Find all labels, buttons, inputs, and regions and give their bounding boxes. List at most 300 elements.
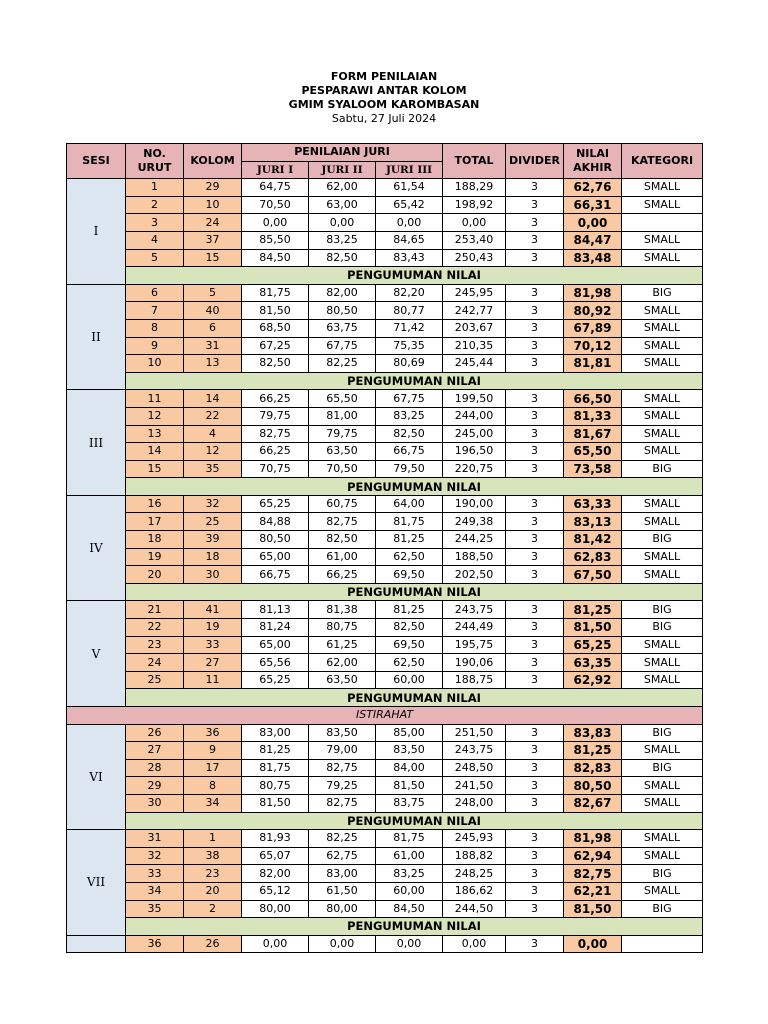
total-cell: 202,50 (443, 566, 506, 584)
juri-3-cell: 81,50 (376, 777, 443, 795)
kolom-cell: 27 (184, 654, 242, 672)
juri-1-cell: 81,25 (242, 742, 309, 760)
juri-1-cell: 81,75 (242, 284, 309, 302)
juri-3-cell: 60,00 (376, 882, 443, 900)
total-cell: 253,40 (443, 231, 506, 249)
no-urut-cell: 9 (126, 337, 184, 355)
total-cell: 244,50 (443, 900, 506, 918)
kolom-cell: 32 (184, 495, 242, 513)
event-date: Sabtu, 27 Juli 2024 (331, 112, 437, 125)
table-row (67, 742, 703, 760)
juri-2-cell: 82,75 (309, 513, 376, 531)
announcement-label: PENGUMUMAN NILAI (126, 478, 703, 496)
col-juri-2: JURI II (309, 161, 376, 179)
juri-3-cell: 64,00 (376, 495, 443, 513)
kategori-cell: SMALL (622, 443, 703, 461)
divider-cell: 3 (506, 742, 564, 760)
total-cell: 245,00 (443, 425, 506, 443)
table-row (67, 337, 703, 355)
no-urut-cell: 16 (126, 495, 184, 513)
divider-cell: 3 (506, 513, 564, 531)
divider-cell: 3 (506, 179, 564, 197)
juri-3-cell: 67,75 (376, 390, 443, 408)
kategori-cell: SMALL (622, 566, 703, 584)
total-cell: 248,50 (443, 759, 506, 777)
total-cell: 196,50 (443, 443, 506, 461)
kolom-cell: 26 (184, 935, 242, 953)
total-cell: 203,67 (443, 319, 506, 337)
juri-3-cell: 0,00 (376, 935, 443, 953)
table-row (67, 179, 703, 197)
juri-2-cell: 60,75 (309, 495, 376, 513)
kolom-cell: 13 (184, 355, 242, 373)
announcement-row (67, 812, 703, 830)
kolom-cell: 22 (184, 407, 242, 425)
table-row (67, 566, 703, 584)
table-row (67, 443, 703, 461)
nilai-akhir-cell: 83,13 (564, 513, 622, 531)
no-urut-cell: 3 (126, 214, 184, 232)
table-row (67, 231, 703, 249)
juri-2-cell: 81,38 (309, 601, 376, 619)
nilai-akhir-cell: 81,98 (564, 830, 622, 848)
nilai-akhir-cell: 0,00 (564, 935, 622, 953)
kategori-cell: SMALL (622, 794, 703, 812)
kolom-cell: 9 (184, 742, 242, 760)
no-urut-cell: 31 (126, 830, 184, 848)
kolom-cell: 14 (184, 390, 242, 408)
nilai-akhir-cell: 83,48 (564, 249, 622, 267)
kolom-cell: 24 (184, 214, 242, 232)
kategori-cell: BIG (622, 759, 703, 777)
col-nilai-akhir: NILAI AKHIR (564, 144, 622, 179)
total-cell: 210,35 (443, 337, 506, 355)
divider-cell: 3 (506, 724, 564, 742)
divider-cell: 3 (506, 777, 564, 795)
no-urut-cell: 5 (126, 249, 184, 267)
announcement-label: PENGUMUMAN NILAI (126, 689, 703, 707)
juri-1-cell: 65,56 (242, 654, 309, 672)
kategori-cell: BIG (622, 619, 703, 637)
nilai-akhir-cell: 82,67 (564, 794, 622, 812)
nilai-akhir-cell: 63,35 (564, 654, 622, 672)
juri-2-cell: 63,75 (309, 319, 376, 337)
juri-2-cell: 79,75 (309, 425, 376, 443)
nilai-akhir-cell: 62,21 (564, 882, 622, 900)
kolom-cell: 23 (184, 865, 242, 883)
juri-2-cell: 82,75 (309, 794, 376, 812)
kolom-cell: 17 (184, 759, 242, 777)
no-urut-cell: 20 (126, 566, 184, 584)
no-urut-cell: 18 (126, 531, 184, 549)
form-header (0, 70, 768, 126)
nilai-akhir-cell: 66,31 (564, 196, 622, 214)
total-cell: 199,50 (443, 390, 506, 408)
divider-cell: 3 (506, 196, 564, 214)
juri-3-cell: 83,50 (376, 742, 443, 760)
total-cell: 248,25 (443, 865, 506, 883)
break-row (67, 707, 703, 725)
kategori-cell: SMALL (622, 302, 703, 320)
divider-cell: 3 (506, 548, 564, 566)
juri-1-cell: 83,00 (242, 724, 309, 742)
juri-3-cell: 82,50 (376, 425, 443, 443)
no-urut-cell: 34 (126, 882, 184, 900)
nilai-akhir-cell: 65,25 (564, 636, 622, 654)
table-row (67, 654, 703, 672)
announcement-label: PENGUMUMAN NILAI (126, 372, 703, 390)
juri-2-cell: 62,00 (309, 179, 376, 197)
kolom-cell: 34 (184, 794, 242, 812)
sesi-cell: I (67, 179, 126, 285)
announcement-row (67, 372, 703, 390)
table-row (67, 531, 703, 549)
juri-3-cell: 81,25 (376, 601, 443, 619)
juri-3-cell: 66,75 (376, 443, 443, 461)
juri-3-cell: 81,75 (376, 513, 443, 531)
nilai-akhir-cell: 81,42 (564, 531, 622, 549)
nilai-akhir-cell: 84,47 (564, 231, 622, 249)
kolom-cell: 1 (184, 830, 242, 848)
nilai-akhir-cell: 67,89 (564, 319, 622, 337)
juri-2-cell: 63,50 (309, 671, 376, 689)
nilai-akhir-cell: 65,50 (564, 443, 622, 461)
juri-2-cell: 80,50 (309, 302, 376, 320)
juri-2-cell: 0,00 (309, 935, 376, 953)
nilai-akhir-cell: 82,75 (564, 865, 622, 883)
juri-2-cell: 82,25 (309, 355, 376, 373)
kolom-cell: 11 (184, 671, 242, 689)
kategori-cell: SMALL (622, 636, 703, 654)
table-row (67, 460, 703, 478)
nilai-akhir-cell: 81,25 (564, 742, 622, 760)
announcement-label: PENGUMUMAN NILAI (126, 267, 703, 285)
juri-1-cell: 64,75 (242, 179, 309, 197)
juri-2-cell: 80,00 (309, 900, 376, 918)
no-urut-cell: 15 (126, 460, 184, 478)
juri-2-cell: 61,25 (309, 636, 376, 654)
col-no-urut: NO. URUT (126, 144, 184, 179)
nilai-akhir-cell: 81,50 (564, 900, 622, 918)
total-cell: 190,06 (443, 654, 506, 672)
sesi-cell: V (67, 601, 126, 707)
table-row (67, 355, 703, 373)
total-cell: 0,00 (443, 214, 506, 232)
juri-1-cell: 84,88 (242, 513, 309, 531)
juri-2-cell: 66,25 (309, 566, 376, 584)
kategori-cell: SMALL (622, 179, 703, 197)
juri-1-cell: 81,75 (242, 759, 309, 777)
nilai-akhir-cell: 80,50 (564, 777, 622, 795)
total-cell: 250,43 (443, 249, 506, 267)
total-cell: 220,75 (443, 460, 506, 478)
juri-2-cell: 79,25 (309, 777, 376, 795)
juri-3-cell: 60,00 (376, 671, 443, 689)
no-urut-cell: 14 (126, 443, 184, 461)
no-urut-cell: 8 (126, 319, 184, 337)
kolom-cell: 29 (184, 179, 242, 197)
table-row (67, 196, 703, 214)
col-juri-3: JURI III (376, 161, 443, 179)
juri-3-cell: 84,65 (376, 231, 443, 249)
kolom-cell: 35 (184, 460, 242, 478)
kategori-cell: BIG (622, 460, 703, 478)
juri-1-cell: 82,00 (242, 865, 309, 883)
nilai-akhir-cell: 62,94 (564, 847, 622, 865)
kategori-cell (622, 214, 703, 232)
announcement-label: PENGUMUMAN NILAI (126, 812, 703, 830)
kolom-cell: 6 (184, 319, 242, 337)
kolom-cell: 10 (184, 196, 242, 214)
juri-3-cell: 61,54 (376, 179, 443, 197)
juri-3-cell: 69,50 (376, 566, 443, 584)
table-row (67, 495, 703, 513)
scoring-table (66, 143, 703, 953)
juri-2-cell: 62,00 (309, 654, 376, 672)
juri-3-cell: 80,69 (376, 355, 443, 373)
juri-2-cell: 70,50 (309, 460, 376, 478)
juri-3-cell: 82,20 (376, 284, 443, 302)
juri-2-cell: 0,00 (309, 214, 376, 232)
kolom-cell: 4 (184, 425, 242, 443)
announcement-label: PENGUMUMAN NILAI (126, 918, 703, 936)
juri-3-cell: 62,50 (376, 654, 443, 672)
kategori-cell: SMALL (622, 777, 703, 795)
juri-1-cell: 66,25 (242, 390, 309, 408)
kategori-cell: SMALL (622, 390, 703, 408)
kolom-cell: 31 (184, 337, 242, 355)
no-urut-cell: 21 (126, 601, 184, 619)
nilai-akhir-cell: 80,92 (564, 302, 622, 320)
juri-3-cell: 80,77 (376, 302, 443, 320)
juri-1-cell: 81,93 (242, 830, 309, 848)
no-urut-cell: 2 (126, 196, 184, 214)
table-row (67, 302, 703, 320)
announcement-label: PENGUMUMAN NILAI (126, 583, 703, 601)
table-row (67, 830, 703, 848)
nilai-akhir-cell: 67,50 (564, 566, 622, 584)
juri-1-cell: 66,25 (242, 443, 309, 461)
juri-2-cell: 79,00 (309, 742, 376, 760)
divider-cell: 3 (506, 636, 564, 654)
juri-3-cell: 62,50 (376, 548, 443, 566)
total-cell: 195,75 (443, 636, 506, 654)
kategori-cell: BIG (622, 865, 703, 883)
table-body (67, 179, 703, 953)
total-cell: 241,50 (443, 777, 506, 795)
table-row (67, 284, 703, 302)
total-cell: 248,00 (443, 794, 506, 812)
divider-cell: 3 (506, 531, 564, 549)
juri-3-cell: 84,00 (376, 759, 443, 777)
divider-cell: 3 (506, 882, 564, 900)
kolom-cell: 12 (184, 443, 242, 461)
divider-cell: 3 (506, 759, 564, 777)
juri-3-cell: 82,50 (376, 619, 443, 637)
kategori-cell: SMALL (622, 319, 703, 337)
divider-cell: 3 (506, 830, 564, 848)
kategori-cell: SMALL (622, 742, 703, 760)
juri-2-cell: 61,50 (309, 882, 376, 900)
juri-1-cell: 65,25 (242, 671, 309, 689)
nilai-akhir-cell: 83,83 (564, 724, 622, 742)
no-urut-cell: 17 (126, 513, 184, 531)
nilai-akhir-cell: 82,83 (564, 759, 622, 777)
juri-1-cell: 80,75 (242, 777, 309, 795)
divider-cell: 3 (506, 390, 564, 408)
no-urut-cell: 6 (126, 284, 184, 302)
divider-cell: 3 (506, 302, 564, 320)
juri-3-cell: 0,00 (376, 214, 443, 232)
table-row (67, 601, 703, 619)
sesi-cell: III (67, 390, 126, 496)
announcement-row (67, 583, 703, 601)
juri-1-cell: 0,00 (242, 214, 309, 232)
juri-1-cell: 70,75 (242, 460, 309, 478)
table-row (67, 425, 703, 443)
juri-3-cell: 83,75 (376, 794, 443, 812)
kategori-cell: SMALL (622, 671, 703, 689)
nilai-akhir-cell: 0,00 (564, 214, 622, 232)
juri-2-cell: 82,50 (309, 531, 376, 549)
church-name: GMIM SYALOOM KAROMBASAN (288, 98, 480, 111)
juri-1-cell: 65,12 (242, 882, 309, 900)
table-row (67, 407, 703, 425)
kategori-cell: SMALL (622, 847, 703, 865)
kategori-cell: SMALL (622, 548, 703, 566)
total-cell: 188,82 (443, 847, 506, 865)
nilai-akhir-cell: 66,50 (564, 390, 622, 408)
juri-2-cell: 83,00 (309, 865, 376, 883)
nilai-akhir-cell: 81,81 (564, 355, 622, 373)
kolom-cell: 41 (184, 601, 242, 619)
divider-cell: 3 (506, 847, 564, 865)
table-row (67, 777, 703, 795)
nilai-akhir-cell: 73,58 (564, 460, 622, 478)
no-urut-cell: 32 (126, 847, 184, 865)
total-cell: 186,62 (443, 882, 506, 900)
juri-1-cell: 70,50 (242, 196, 309, 214)
kolom-cell: 18 (184, 548, 242, 566)
kolom-cell: 5 (184, 284, 242, 302)
total-cell: 188,75 (443, 671, 506, 689)
divider-cell: 3 (506, 355, 564, 373)
col-kategori: KATEGORI (622, 144, 703, 179)
table-row (67, 548, 703, 566)
col-divider: DIVIDER (506, 144, 564, 179)
nilai-akhir-cell: 81,98 (564, 284, 622, 302)
divider-cell: 3 (506, 900, 564, 918)
juri-1-cell: 81,13 (242, 601, 309, 619)
break-label: ISTIRAHAT (67, 707, 703, 725)
col-juri-1: JURI I (242, 161, 309, 179)
juri-1-cell: 81,50 (242, 794, 309, 812)
juri-1-cell: 80,00 (242, 900, 309, 918)
juri-2-cell: 83,25 (309, 231, 376, 249)
kolom-cell: 33 (184, 636, 242, 654)
no-urut-cell: 10 (126, 355, 184, 373)
juri-2-cell: 82,75 (309, 759, 376, 777)
sesi-cell (67, 935, 126, 953)
juri-1-cell: 82,75 (242, 425, 309, 443)
juri-2-cell: 63,00 (309, 196, 376, 214)
form-title: FORM PENILAIAN (330, 70, 438, 83)
divider-cell: 3 (506, 654, 564, 672)
kategori-cell: SMALL (622, 407, 703, 425)
juri-3-cell: 83,25 (376, 407, 443, 425)
kategori-cell: BIG (622, 601, 703, 619)
divider-cell: 3 (506, 284, 564, 302)
juri-2-cell: 82,25 (309, 830, 376, 848)
juri-2-cell: 83,50 (309, 724, 376, 742)
kategori-cell: SMALL (622, 196, 703, 214)
divider-cell: 3 (506, 495, 564, 513)
juri-1-cell: 0,00 (242, 935, 309, 953)
no-urut-cell: 35 (126, 900, 184, 918)
kolom-cell: 25 (184, 513, 242, 531)
col-sesi: SESI (67, 144, 126, 179)
juri-3-cell: 65,42 (376, 196, 443, 214)
divider-cell: 3 (506, 337, 564, 355)
nilai-akhir-cell: 81,67 (564, 425, 622, 443)
kolom-cell: 15 (184, 249, 242, 267)
no-urut-cell: 19 (126, 548, 184, 566)
juri-2-cell: 67,75 (309, 337, 376, 355)
table-row (67, 865, 703, 883)
divider-cell: 3 (506, 407, 564, 425)
kategori-cell: BIG (622, 531, 703, 549)
kolom-cell: 30 (184, 566, 242, 584)
no-urut-cell: 4 (126, 231, 184, 249)
divider-cell: 3 (506, 619, 564, 637)
juri-3-cell: 81,75 (376, 830, 443, 848)
total-cell: 190,00 (443, 495, 506, 513)
table-row (67, 882, 703, 900)
divider-cell: 3 (506, 601, 564, 619)
juri-1-cell: 65,00 (242, 636, 309, 654)
no-urut-cell: 28 (126, 759, 184, 777)
no-urut-cell: 33 (126, 865, 184, 883)
table-row (67, 935, 703, 953)
juri-3-cell: 85,00 (376, 724, 443, 742)
sesi-cell: VII (67, 830, 126, 936)
no-urut-cell: 36 (126, 935, 184, 953)
table-row (67, 249, 703, 267)
kategori-cell: SMALL (622, 830, 703, 848)
kolom-cell: 37 (184, 231, 242, 249)
juri-1-cell: 84,50 (242, 249, 309, 267)
divider-cell: 3 (506, 566, 564, 584)
no-urut-cell: 24 (126, 654, 184, 672)
sesi-cell: IV (67, 495, 126, 601)
kategori-cell: SMALL (622, 337, 703, 355)
divider-cell: 3 (506, 935, 564, 953)
table-row (67, 636, 703, 654)
no-urut-cell: 11 (126, 390, 184, 408)
kategori-cell: BIG (622, 900, 703, 918)
juri-1-cell: 67,25 (242, 337, 309, 355)
juri-3-cell: 69,50 (376, 636, 443, 654)
no-urut-cell: 13 (126, 425, 184, 443)
table-row (67, 794, 703, 812)
sesi-cell: VI (67, 724, 126, 830)
total-cell: 244,25 (443, 531, 506, 549)
nilai-akhir-cell: 62,83 (564, 548, 622, 566)
announcement-row (67, 689, 703, 707)
juri-2-cell: 82,50 (309, 249, 376, 267)
juri-2-cell: 61,00 (309, 548, 376, 566)
kolom-cell: 38 (184, 847, 242, 865)
